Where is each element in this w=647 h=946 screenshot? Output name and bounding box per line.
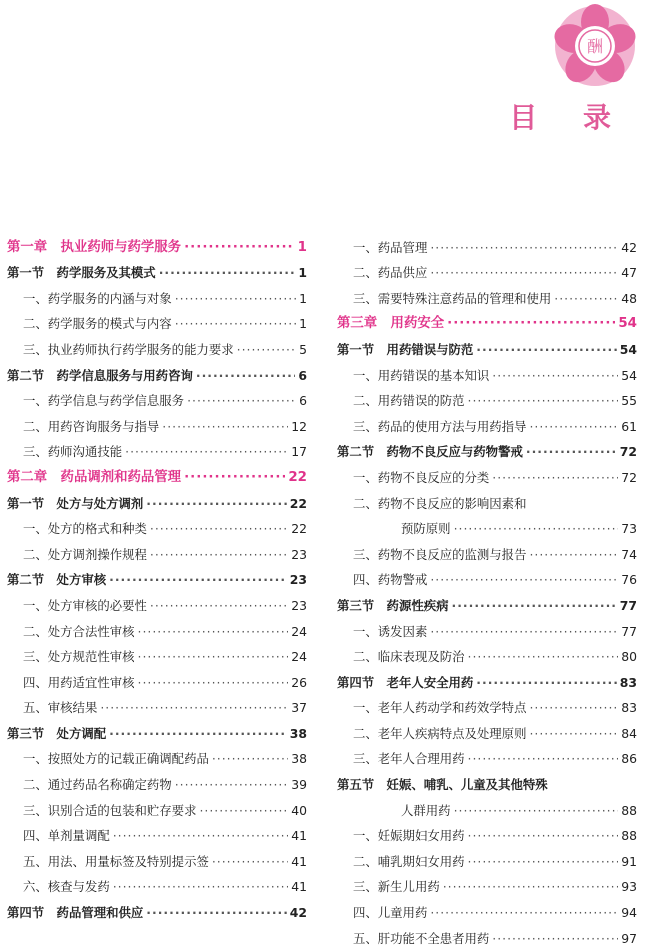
toc-page-number: 41: [291, 879, 307, 895]
toc-leader-dots: [162, 420, 288, 434]
toc-page-number: 6: [299, 393, 307, 409]
toc-leader-dots: [454, 804, 619, 818]
toc-entry-label: 第二节 药学信息服务与用药咨询: [7, 367, 193, 383]
toc-leader-dots: [468, 752, 619, 766]
toc-entry-label: 二、处方合法性审核: [23, 623, 135, 639]
toc-entry-label: 三、需要特殊注意药品的管理和使用: [353, 290, 552, 306]
toc-page-number: 72: [619, 444, 637, 460]
toc-entry-section[interactable]: [7, 562, 307, 588]
toc-leader-dots: [109, 727, 287, 741]
toc-entry-section[interactable]: [7, 485, 307, 511]
toc-entry-item[interactable]: [337, 408, 637, 434]
toc-entry-label: 二、通过药品名称确定药物: [23, 777, 172, 793]
toc-entry-label: 一、药品管理: [353, 239, 428, 255]
toc-page-number: 97: [621, 930, 637, 946]
toc-leader-dots: [468, 650, 619, 664]
toc-entry-item[interactable]: [7, 434, 307, 460]
toc-leader-dots: [175, 292, 296, 306]
toc-entry-item[interactable]: [337, 357, 637, 383]
toc-entry-label: 第四节 老年人安全用药: [337, 674, 474, 690]
toc-leader-dots: [443, 880, 618, 894]
toc-entry-label: 第三节 药源性疾病: [337, 597, 449, 613]
toc-leader-dots: [447, 317, 615, 331]
toc-entry-label: 二、老年人疾病特点及处理原则: [353, 725, 527, 741]
toc-page-number: 12: [291, 418, 307, 434]
toc-entry-item[interactable]: [337, 485, 637, 511]
toc-leader-dots: [529, 727, 618, 741]
toc-entry-label: 第二节 药物不良反应与药物警戒: [337, 444, 523, 460]
toc-entry-item[interactable]: [7, 639, 307, 665]
toc-leader-dots: [150, 599, 288, 613]
toc-leader-dots: [150, 522, 288, 536]
toc-page-number: 91: [621, 853, 637, 869]
toc-leader-dots: [175, 317, 296, 331]
toc-leader-dots: [125, 445, 288, 459]
toc-entry-section[interactable]: [337, 766, 637, 792]
toc-leader-dots: [430, 266, 618, 280]
toc-leader-dots: [492, 471, 618, 485]
toc-leader-dots: [529, 701, 618, 715]
toc-page-number: 1: [299, 316, 307, 332]
toc-page-number: 47: [621, 265, 637, 281]
toc-entry-label: 一、按照处方的记载正确调配药品: [23, 751, 209, 767]
toc-entry-label: 第三章 用药安全: [337, 316, 445, 332]
toc-leader-dots: [468, 394, 619, 408]
toc-entry-label: 五、审核结果: [23, 700, 98, 716]
toc-entry-label: 四、儿童用药: [353, 905, 428, 921]
toc-entry-label: 二、药物不良反应的影响因素和: [353, 495, 527, 511]
toc-page-number: 22: [291, 521, 307, 537]
toc-left-column: [7, 229, 307, 920]
toc-leader-dots: [476, 343, 616, 357]
toc-entry-item[interactable]: [7, 792, 307, 818]
toc-leader-dots: [554, 292, 618, 306]
toc-leader-dots: [175, 778, 289, 792]
toc-page-number: 42: [289, 905, 307, 921]
toc-page-number: 42: [621, 239, 637, 255]
toc-entry-item[interactable]: [7, 741, 307, 767]
toc-entry-item[interactable]: [7, 766, 307, 792]
toc-entry-section[interactable]: [337, 664, 637, 690]
toc-page-number: 1: [297, 239, 307, 255]
toc-page-number: 76: [621, 572, 637, 588]
toc-entry-label: 三、新生儿用药: [353, 879, 440, 895]
toc-leader-dots: [187, 394, 296, 408]
toc-entry-item[interactable]: [7, 690, 307, 716]
toc-entry-item[interactable]: [7, 613, 307, 639]
toc-entry-item[interactable]: [337, 613, 637, 639]
toc-entry-item[interactable]: [7, 511, 307, 537]
toc-entry-label: 二、哺乳期妇女用药: [353, 853, 465, 869]
toc-entry-item[interactable]: [337, 639, 637, 665]
toc-entry-section[interactable]: [7, 715, 307, 741]
toc-entry-label: 二、用药咨询服务与指导: [23, 418, 160, 434]
toc-entry-item[interactable]: [337, 715, 637, 741]
toc-entry-item[interactable]: [7, 587, 307, 613]
toc-page-number: 22: [289, 495, 307, 511]
toc-entry-item[interactable]: [337, 869, 637, 895]
toc-entry-item[interactable]: [337, 255, 637, 281]
toc-page-number: 55: [621, 393, 637, 409]
toc-entry-label: 三、药品的使用方法与用药指导: [353, 418, 527, 434]
toc-page-number: 83: [621, 700, 637, 716]
toc-page-number: 80: [621, 649, 637, 665]
toc-page-number: 23: [291, 546, 307, 562]
toc-leader-dots: [212, 855, 288, 869]
toc-entry-item[interactable]: [337, 818, 637, 844]
toc-entry-item[interactable]: [337, 280, 637, 306]
toc-page-number: 37: [291, 700, 307, 716]
toc-entry-chapter[interactable]: [7, 229, 307, 255]
toc-entry-label: 二、药品供应: [353, 265, 428, 281]
toc-entry-cont[interactable]: [337, 792, 637, 818]
toc-entry-label: 一、用药错误的基本知识: [353, 367, 490, 383]
toc-entry-label: 第二章 药品调剂和药品管理: [7, 469, 182, 485]
toc-page-number: 86: [621, 751, 637, 767]
toc-page-number: 94: [621, 905, 637, 921]
toc-page-number: 1: [298, 265, 307, 281]
toc-entry-item[interactable]: [337, 383, 637, 409]
toc-page-number: 73: [621, 521, 637, 537]
toc-leader-dots: [452, 599, 617, 613]
toc-page-number: 88: [621, 802, 637, 818]
toc-leader-dots: [430, 241, 618, 255]
toc-entry-label: 第四节 药品管理和供应: [7, 905, 144, 921]
toc-leader-dots: [196, 369, 296, 383]
toc-leader-dots: [199, 804, 288, 818]
toc-leader-dots: [212, 752, 288, 766]
toc-entry-label: 第一章 执业药师与药学服务: [7, 239, 182, 255]
toc-page-number: 24: [291, 649, 307, 665]
toc-entry-item[interactable]: [337, 741, 637, 767]
toc-entry-label: 预防原则: [401, 521, 451, 537]
toc-entry-label: 一、药物不良反应的分类: [353, 469, 490, 485]
toc-entry-label: 第一节 药学服务及其模式: [7, 265, 156, 281]
toc-page-number: 5: [299, 341, 307, 357]
toc-page-number: 39: [291, 777, 307, 793]
toc-leader-dots: [430, 906, 618, 920]
toc-page-number: 24: [291, 623, 307, 639]
toc-page-number: 77: [621, 623, 637, 639]
toc-entry-label: 二、处方调剂操作规程: [23, 546, 147, 562]
toc-leader-dots: [100, 701, 288, 715]
toc-entry-item[interactable]: [7, 331, 307, 357]
toc-entry-label: 三、处方规范性审核: [23, 649, 135, 665]
toc-entry-item[interactable]: [337, 690, 637, 716]
toc-leader-dots: [430, 573, 618, 587]
toc-entry-label: 四、单剂量调配: [23, 828, 110, 844]
toc-entry-item[interactable]: [337, 894, 637, 920]
toc-leader-dots: [492, 369, 618, 383]
toc-leader-dots: [146, 906, 286, 920]
toc-entry-label: 第一节 用药错误与防范: [337, 341, 474, 357]
toc-leader-dots: [138, 676, 289, 690]
toc-leader-dots: [529, 548, 618, 562]
toc-entry-item[interactable]: [7, 306, 307, 332]
toc-entry-label: 二、用药错误的防范: [353, 393, 465, 409]
toc-entry-section[interactable]: [7, 357, 307, 383]
toc-page-number: 26: [291, 674, 307, 690]
toc-entry-label: 三、识别合适的包装和贮存要求: [23, 802, 197, 818]
toc-entry-item[interactable]: [337, 843, 637, 869]
toc-leader-dots: [430, 625, 618, 639]
toc-entry-item[interactable]: [7, 408, 307, 434]
toc-page-number: 88: [621, 828, 637, 844]
toc-entry-section[interactable]: [337, 434, 637, 460]
toc-leader-dots: [138, 625, 289, 639]
toc-entry-label: 一、处方审核的必要性: [23, 597, 147, 613]
toc-leader-dots: [526, 445, 617, 459]
toc-page-number: 38: [291, 751, 307, 767]
toc-right-column: [337, 229, 637, 946]
toc-entry-item[interactable]: [7, 818, 307, 844]
publisher-logo: [553, 4, 637, 88]
toc-page-number: 74: [621, 546, 637, 562]
toc-entry-label: 三、执业药师执行药学服务的能力要求: [23, 341, 234, 357]
toc-leader-dots: [113, 829, 288, 843]
toc-entry-section[interactable]: [337, 587, 637, 613]
toc-leader-dots: [468, 829, 619, 843]
toc-entry-item[interactable]: [7, 383, 307, 409]
toc-page-number: 72: [621, 469, 637, 485]
toc-page-number: 22: [288, 469, 307, 485]
toc-entry-chapter[interactable]: [337, 306, 637, 332]
toc-entry-label: 一、药学信息与药学信息服务: [23, 393, 185, 409]
toc-page-number: 41: [291, 853, 307, 869]
toc-page-number: 93: [621, 879, 637, 895]
toc-page-number: 23: [289, 572, 307, 588]
toc-page-number: 54: [621, 367, 637, 383]
toc-entry-label: 一、老年人药动学和药效学特点: [353, 700, 527, 716]
toc-entry-item[interactable]: [337, 536, 637, 562]
toc-page-number: 61: [621, 418, 637, 434]
toc-page-number: 40: [291, 802, 307, 818]
toc-entry-chapter[interactable]: [7, 459, 307, 485]
toc-leader-dots: [237, 343, 296, 357]
toc-page-number: 38: [289, 725, 307, 741]
toc-page-number: 1: [299, 290, 307, 306]
svg-text:酬: 酬: [586, 37, 604, 56]
toc-entry-label: 四、用药适宜性审核: [23, 674, 135, 690]
toc-page-number: 23: [291, 597, 307, 613]
toc-leader-dots: [529, 420, 618, 434]
toc-entry-item[interactable]: [337, 229, 637, 255]
toc-entry-item[interactable]: [337, 459, 637, 485]
toc-page-number: 77: [619, 597, 637, 613]
toc-entry-item[interactable]: [337, 562, 637, 588]
toc-entry-label: 第二节 处方审核: [7, 572, 107, 588]
toc-entry-label: 四、药物警戒: [353, 572, 428, 588]
toc-entry-label: 三、药师沟通技能: [23, 444, 123, 460]
toc-leader-dots: [468, 855, 619, 869]
toc-entry-label: 三、药物不良反应的监测与报告: [353, 546, 527, 562]
toc-entry-cont[interactable]: [337, 511, 637, 537]
toc-entry-section[interactable]: [7, 894, 307, 920]
toc-entry-label: 一、药学服务的内涵与对象: [23, 290, 172, 306]
toc-entry-section[interactable]: [337, 331, 637, 357]
toc-entry-item[interactable]: [7, 664, 307, 690]
toc-entry-section[interactable]: [7, 255, 307, 281]
toc-page-number: 41: [291, 828, 307, 844]
toc-leader-dots: [159, 266, 296, 280]
toc-page-number: 6: [298, 367, 307, 383]
toc-page-number: 54: [619, 341, 637, 357]
toc-entry-label: 一、诱发因素: [353, 623, 428, 639]
toc-page-number: 17: [291, 444, 307, 460]
toc-entry-item[interactable]: [7, 280, 307, 306]
toc-leader-dots: [113, 880, 288, 894]
toc-leader-dots: [184, 471, 285, 485]
toc-entry-label: 二、临床表现及防治: [353, 649, 465, 665]
toc-page-number: 48: [621, 290, 637, 306]
toc-leader-dots: [138, 650, 289, 664]
toc-entry-label: 第一节 处方与处方调剂: [7, 495, 144, 511]
toc-leader-dots: [454, 522, 619, 536]
toc-leader-dots: [109, 573, 287, 587]
toc-leader-dots: [476, 676, 616, 690]
toc-leader-dots: [184, 241, 295, 255]
toc-page-number: 54: [618, 316, 637, 332]
toc-entry-item[interactable]: [7, 869, 307, 895]
toc-leader-dots: [150, 548, 288, 562]
toc-entry-item[interactable]: [337, 920, 637, 946]
toc-leader-dots: [146, 497, 286, 511]
page-title: 目 录: [509, 101, 629, 134]
toc-entry-label: 第五节 妊娠、哺乳、儿童及其他特殊: [337, 777, 548, 793]
toc-entry-label: 二、药学服务的模式与内容: [23, 316, 172, 332]
toc-entry-label: 一、妊娠期妇女用药: [353, 828, 465, 844]
toc-entry-label: 五、用法、用量标签及特别提示签: [23, 853, 209, 869]
toc-entry-item[interactable]: [7, 843, 307, 869]
toc-entry-label: 六、核查与发药: [23, 879, 110, 895]
toc-entry-label: 三、老年人合理用药: [353, 751, 465, 767]
toc-entry-item[interactable]: [7, 536, 307, 562]
toc-page-number: 83: [619, 674, 637, 690]
toc-page-number: 84: [621, 725, 637, 741]
toc-entry-label: 人群用药: [401, 802, 451, 818]
toc-entry-label: 第三节 处方调配: [7, 725, 107, 741]
toc-entry-label: 五、肝功能不全患者用药: [353, 930, 490, 946]
toc-entry-label: 一、处方的格式和种类: [23, 521, 147, 537]
